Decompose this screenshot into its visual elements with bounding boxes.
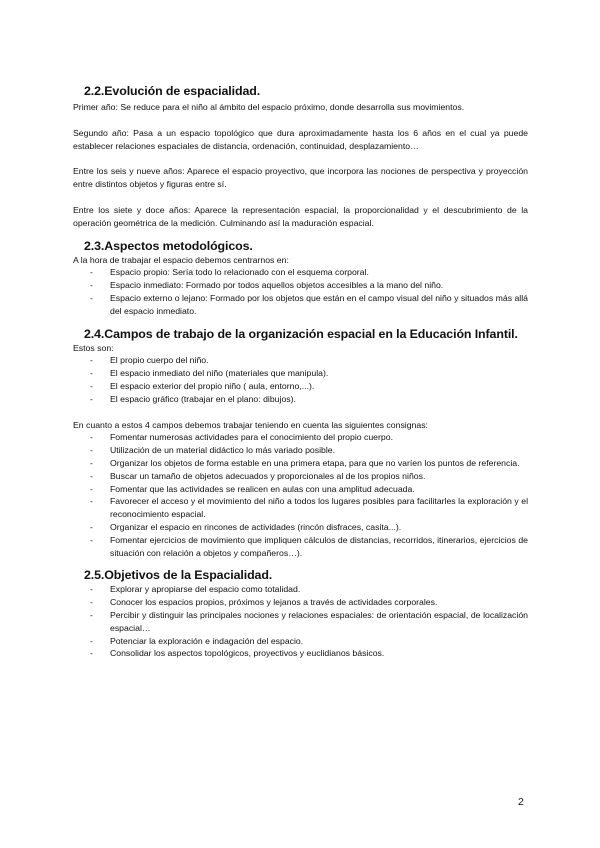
page-content: [73, 84, 528, 660]
paragraph-seis-nueve: Entre los seis y nueve años: Aparece el espacio proyectivo, que incorpora las nociones de perspectiva y proyección entre distintos objetos y figuras entre sí.: [73, 166, 528, 190]
section-intro-consignas: En cuanto a estos 4 campos debemos trabajar teniendo en cuenta las siguientes consignas:: [73, 419, 428, 430]
list-item: - Consolidar los aspectos topológicos, proyectivos y euclidianos básicos.: [90, 648, 385, 659]
list-item: - Organizar el espacio en rincones de actividades (rincón disfraces, casita...).: [90, 521, 402, 532]
objectives-list: [73, 583, 528, 660]
dash-bullet: -: [90, 393, 93, 404]
section-heading-2-4: 2.4.Campos de trabajo de la organización espacial en la Educación Infantil.: [84, 326, 518, 341]
page-number: 2: [518, 796, 524, 808]
list-item: - Fomentar ejercicios de movimiento que impliquen cálculos de distancias, recorridos, itinerarios, ejercicios de situación con relación a objetos y compañeros…).: [90, 534, 528, 558]
dash-bullet: -: [90, 267, 93, 278]
dash-bullet: -: [90, 355, 93, 366]
work-fields-list: [73, 354, 528, 405]
paragraph-siete-doce: Entre los siete y doce años: Aparece la representación espacial, la proporcionalidad y el descubrimiento de la operación geométrica de la medición. Culminando así la maduración espacial.: [73, 204, 528, 228]
dash-bullet: -: [90, 597, 93, 608]
dash-bullet: -: [90, 470, 93, 481]
section-intro: Estos son:: [73, 342, 114, 353]
dash-bullet: -: [90, 292, 93, 303]
section-heading-2-5: 2.5.Objetivos de la Espacialidad.: [84, 568, 273, 583]
dash-bullet: -: [90, 648, 93, 659]
list-item: - Fomentar que las actividades se realicen en aulas con una amplitud adecuada.: [90, 483, 415, 494]
section-intro: A la hora de trabajar el espacio debemos centrarnos en:: [73, 254, 289, 265]
paragraph-primer-ano: Primer año: Se reduce para el niño al ámbito del espacio próximo, donde desarrolla sus movimientos.: [73, 102, 465, 112]
list-item: - Organizar los objetos de forma estable en una primera etapa, para que no varíen los puntos de referencia.: [90, 457, 520, 468]
list-item: - Utilización de un material didáctico lo más variado posible.: [90, 445, 336, 456]
methodology-list: [73, 266, 528, 317]
dash-bullet: -: [90, 635, 93, 646]
list-item: - Espacio externo o lejano: Formado por los objetos que están en el campo visual del niño y situados más allá del espacio inmediato.: [90, 292, 528, 316]
list-item: - El propio cuerpo del niño.: [90, 355, 209, 366]
list-item: - El espacio gráfico (trabajar en el plano: dibujos).: [90, 393, 296, 404]
dash-bullet: -: [90, 483, 93, 494]
dash-bullet: -: [90, 584, 93, 595]
dash-bullet: -: [90, 457, 93, 468]
list-item: - Conocer los espacios propios, próximos y lejanos a través de actividades corporales.: [90, 597, 438, 608]
list-item: - Espacio propio: Sería todo lo relacionado con el esquema corporal.: [90, 267, 369, 278]
paragraph-segundo-ano: Segundo año: Pasa a un espacio topológico que dura aproximadamente hasta los 6 años en el cual ya puede establecer relaciones espaciales de distancia, ordenación, continuidad, desplazamiento…: [73, 127, 528, 151]
list-item: - El espacio inmediato del niño (materiales que manipula).: [90, 368, 329, 379]
dash-bullet: -: [90, 368, 93, 379]
section-heading-2-3: 2.3.Aspectos metodológicos.: [84, 238, 253, 253]
consignas-list: [73, 431, 528, 559]
dash-bullet: -: [90, 280, 93, 291]
dash-bullet: -: [90, 609, 93, 620]
dash-bullet: -: [90, 496, 93, 507]
list-item: - Fomentar numerosas actividades para el conocimiento del propio cuerpo.: [90, 432, 393, 443]
dash-bullet: -: [90, 445, 93, 456]
dash-bullet: -: [90, 534, 93, 545]
dash-bullet: -: [90, 432, 93, 443]
dash-bullet: -: [90, 521, 93, 532]
dash-bullet: -: [90, 380, 93, 391]
list-item: - Percibir y distinguir las principales nociones y relaciones espaciales: de orientación espacial, de localización espacial…: [90, 609, 528, 633]
list-item: - Potenciar la exploración e indagación del espacio.: [90, 635, 304, 646]
section-heading-2-2: 2.2.Evolución de espacialidad.: [84, 84, 261, 98]
list-item: - Explorar y apropiarse del espacio como totalidad.: [90, 584, 301, 595]
list-item: - Favorecer el acceso y el movimiento del niño a todos los lugares posibles para facilitarles la exploración y el reconocimiento espacial.: [90, 496, 528, 520]
list-item: - El espacio exterior del propio niño ( aula, entorno,...).: [90, 380, 315, 391]
list-item: - Buscar un tamaño de objetos adecuados y proporcionales al de los propios niños.: [90, 470, 426, 481]
list-item: - Espacio inmediato: Formado por todos aquellos objetos accesibles a la mano del niño.: [90, 280, 444, 291]
